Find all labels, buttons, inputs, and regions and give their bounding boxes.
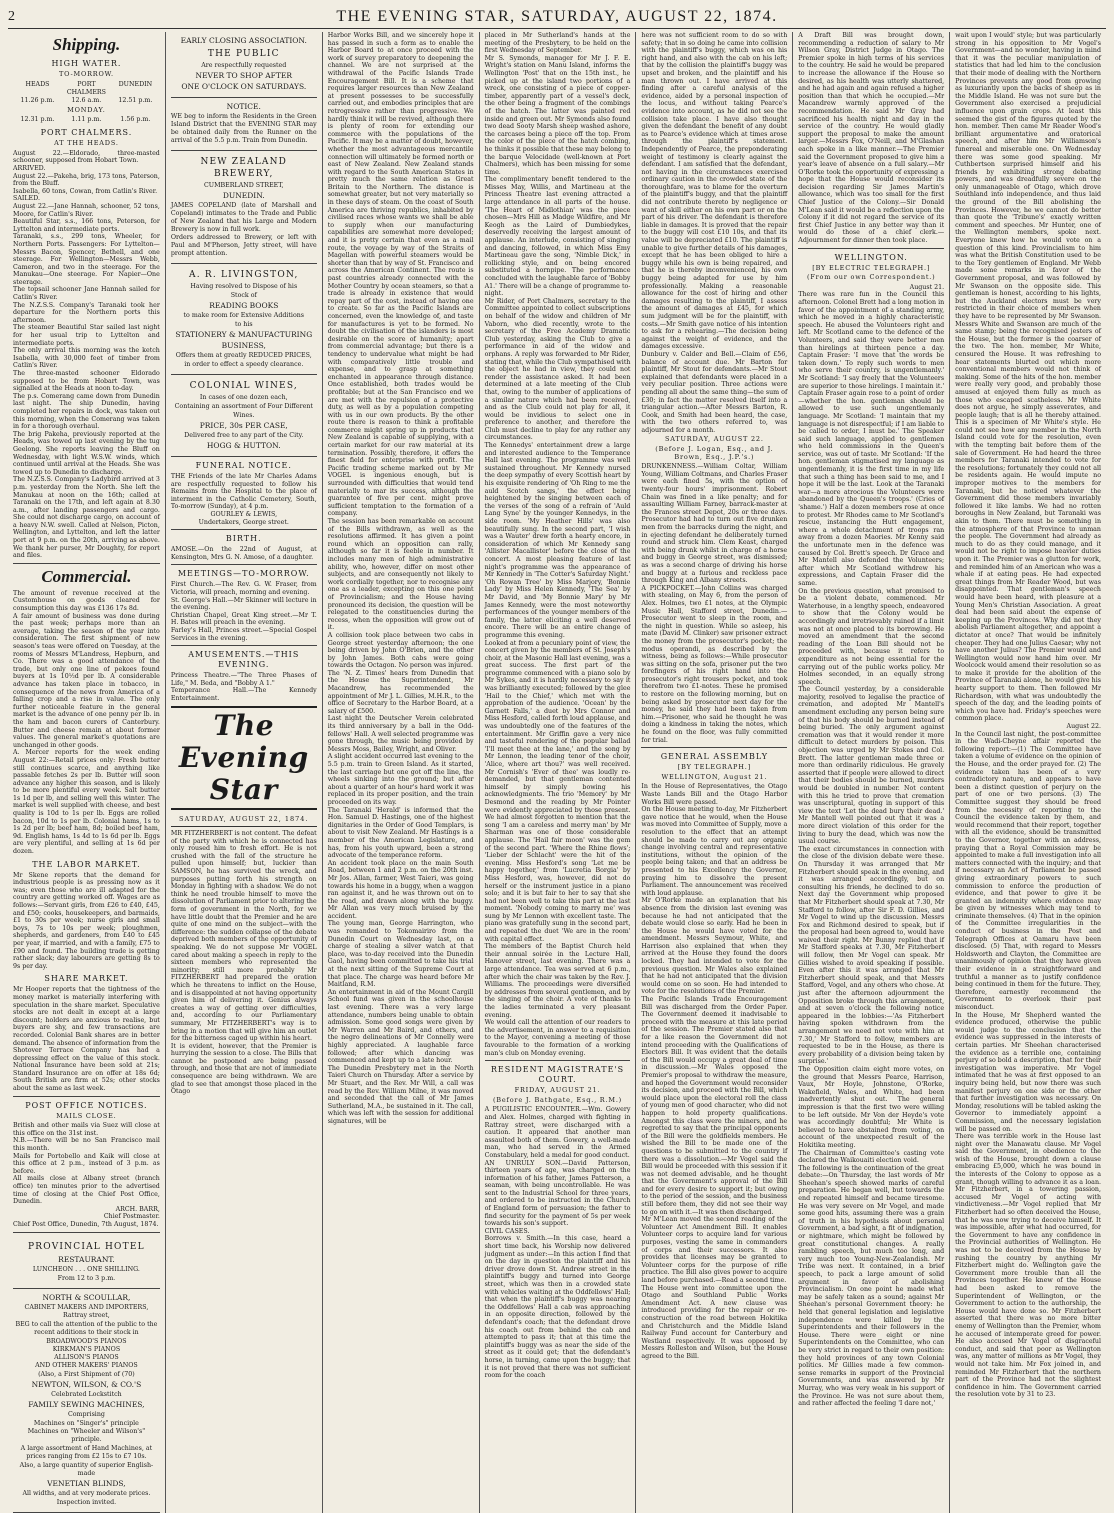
tide-col-heads: HEADS xyxy=(25,80,50,88)
funeral-heading: FUNERAL NOTICE. xyxy=(195,461,292,470)
brewery-text: JAMES COPELAND (late of Marshall and Copeland) intimates to the Trade and Public of New Zealand that his Large and Modern Brewery is now in full work. Orders addressed to Brewery, or left with Paul and M'Pherson, Jetty street, will have prompt attention. xyxy=(170,202,317,257)
labor-text: Mr Skene reports that the demand for industrious people is as pressing now as it was; even those who are ill adapted for the country are getting worked off. Wages are as follows:—Servant girls, from £26 to £40, £45, and £50; cooks, housekeepers, and barmaids, £1 to 30s per week; nurse girls and small boys, 7s to 10s per week; ploughmen, shepherds, and gardeners, from £40 to £45 per year, if married, and with a family, £75 to £90 and found. The building trade is getting rather slack; day labourers are getting 8s to 9s per day. xyxy=(13,871,160,970)
notice-heading: NOTICE. xyxy=(226,102,261,111)
early-one: ONE O'CLOCK ON SATURDAYS. xyxy=(181,82,307,91)
port-subheading: AT THE HEADS. xyxy=(54,139,119,148)
north-scoullar-ad xyxy=(13,1289,160,1513)
port-arrivals: August 22.—Eldorado, three-masted schooner, supposed from Hobart Town. ARRIVED. August 22.—Pakeha, brig, 173 tons, Paterson, from the Bluff. Isabella, 60 tons, Cowan, from Catlin's River. SAILED. August 22.—Jane Hannah, schooner, 52 tons, Moore, for Catlin's River. Beautiful Star, s.s., 166 tons, Peterson, for Lyttelton and intermediate ports. Taranaki, s.s., 299 tons, Wheeler, for Northern Ports. Passengers: For Lyttelton—Messrs Bacon, Spencer, Bethell, and one steerage. For Wellington—Messrs Webb, Cameron, and two in the steerage. For the Manukau—One steerage. For Napier—One steerage. xyxy=(13,149,160,286)
divider xyxy=(485,1060,631,1061)
column-1 xyxy=(8,32,165,1513)
nw-sub: Celebrated Lockstitch xyxy=(51,1390,122,1398)
livingston-to: to his xyxy=(234,321,253,328)
funeral-title: Undertakers, George street. xyxy=(198,518,289,526)
general-assembly-by: [BY TELEGRAPH.] xyxy=(677,763,751,772)
tide-cell: 11.26 p.m. xyxy=(20,96,55,104)
early-never: NEVER TO SHOP AFTER xyxy=(195,71,293,80)
nw-heading: NEWTON, WILSON, & CO.'S xyxy=(31,1379,142,1389)
post-office-heading: POST OFFICE NOTICES. xyxy=(25,1100,148,1110)
share-text: Mr Hooper reports that the tightness of the money market is materially interfering with speculation in the share market. Speculative stocks are not dealt in except at a large discount; holders are anxious to realise, but buyers are shy, and few transactions are recorded. Colonial Bank shares are in better demand. The absence of information from the Shotover Terrace Company has had a depressing effect on the value of this stock. National Insurance have been sold at 21s; Standard Insurance are on offer at 18s 6d; South British are firm at 52s; other stocks about the same as last week. xyxy=(13,986,160,1093)
tide-monday: MONDAY. xyxy=(67,105,106,114)
hotel-luncheon: LUNCHEON . . . ONE SHILLING. xyxy=(32,1265,140,1273)
livingston-stock: Stock of xyxy=(230,292,257,299)
column-4-text: placed in Mr Sutherland's hands at the meeting of the Presbytery, to be held on the first Wednesday of September. Mr S. Symonds, manager for Mr J. F. E. Wright's station on Manu Island, informs the Wellington 'Post' that on the 15th inst., he picked up at the island two portions of a wreck, one consisting of a piece of copper-timber, apparently part of a vessel's deck, the other being a fragment of the combings of the hatch. The latter was painted red inside and green out. Mr Symonds also found two dead Sooty Marsh sheep washed ashore, the carcases being a piece off the top. From the color of the piece of the hatch combing, he thinks it possible that these may belong to the barque Velocidade (well-known at Port Chalmers), which has been missing for some time. The complimentary benefit tendered to the Misses May, Willis, and Martineau at the Princess Theatre last evening attracted a large attendance in all parts of the house. 'The Heart of Midlothian' was the piece chosen—Mrs Hill as Madge Wildfire, and Mr Keogh as the Laird of Dumbiedykes, deservedly receiving the largest amount of applause. An interlude, consisting of singing and dancing, followed, in which Miss Emy Martineau gave the song, 'Nimble Dick,' in rollicking style, and on being encored substituted a hornpipe. The performance concluded with the laughable farce of 'Bobby A1.' There will be a change of programme to-night. Mr Rider, of Port Chalmers, secretary to the Committee appointed to collect subscriptions on behalf of the widow and children of Mr Vaborn, who died recently, wrote to the secretary of the Free Academy Dramatic Club yesterday, asking the Club to give a performance in aid of the widow and orphans. A reply was forwarded to Mr Rider, stating that, while the Club sympathised with the object he had in view, they could not render the assistance asked. It had been determined at a late meeting of the Club that, owing to the number of applications of a similar nature which had been received, and as the Club could not play for all, it would be invidious to select one in preference to another, and therefore the Club must decline to play for any rather any circumstances. The Kennedys' entertainment drew a large and interested audience to the Temperance Hall last evening. The programme was well sustained throughout. Mr Kennedy nursed the deep sympathy of every Scottish heart by his exquisite rendering of 'Oh Ring to me the auld Scotch sangs,' the effect being heightened by the singing between each of the verses of the song of a refrain of 'Auld Lang Syne' by the younger Kennedys, in the side room. 'My Heather Hills' was also beautifully sung. In the second part, 'I wish was a Wauter' drew forth a hearty encore, in consideration of which Mr Kennedy sang 'Allister Macallister' before the close of the concert. A most pleasing feature of last night's programme was the appearance of Mr Kennedy in 'The Cotter's Saturday Night.' 'Oh Rowan Tree' by Miss Marjory, 'Bonnie Lady' by Miss Helen Kennedy, 'The Sea' by Mr David, and 'My Bonnie Mary' by Mr James Kennedy, were the most noteworthy performances of the younger members of the family, the latter eliciting a well deserved encore. There will be an entire change of programme this evening. Looked at from a pecuniary point of view, the concert given by the members of St. Joseph's choir, at the Masonic Hall last evening, was a great success. The first part of the programme commenced with a piano solo by Mr Sykes, and it is hardly necessary to say it was brilliantly executed; followed by the glee 'Hail to the Chief,' which met with the approbation of the audience. 'Ocean' by the Garnett Falls,' a duet by Mrs Connor and Miss Hesford, called forth loud applause, and was undoubtedly one of the features of the entertainment. Mr Griffin gave a very nice and tasteful rendering of the popular ballad 'I'll meet thee at the lane,' and the song by Mr Lennon, the leading tenor of the choir, 'Alice, where art thou?' was well received. Mr Cornish's 'Ever of thee' was loudly re-demanded, but that gentleman contented himself by simply bowing his acknowledgments. The trio 'Memory' by Mr Desmond and the reading by Mr Pointer were evidently appreciated by those present. We had almost forgotten to mention that the song 'I am a careless and merry man' by Mr Sharman was one of those considerable applause. The 'Hail fair moon' was the gem of the second part. 'Where the Rhine flows'; 'Lieber der Schlacht' were the hit of the evening. Miss Hesford's song 'Let me be happy together,' from 'Lucretia Borgia' by Miss Hesford, was, however, did not do herself or the instrument justice in a piano solo; and it is but fair to her to say that she had not been well to take this part at the last moment. 'Nobody coming to marry me' was sung by Mr Lennon with excellent taste. The piano was gratefully sung in the second part, and repeated the duet 'We are in the room' with capital effect. The members of the Baptist Church held their annual soirée in the Lecture Hall, Hanover street, last evening. There was a large attendance. Tea was served at 6 p.m., after which the chair was taken by the Rev. J. Williams. The proceedings were diversified by addresses from several gentlemen, and by the singing of the choir. A vote of thanks to the ladies terminated a very pleasant evening. We would call the attention of our readers to the advertisement, in answer to a requisition to the Mayor, convening a meeting of those favourable to the formation of a working man's club on Monday evening. xyxy=(484,32,631,1057)
wines-heading: COLONIAL WINES, xyxy=(189,381,298,391)
nsc-piano-list: BROADWOOD'S PIANOS KIRKMAN'S PIANOS ALLISON'S PIANOS AND OTHER MAKERS' PIANOS xyxy=(35,1337,138,1369)
rm-court-heading: RESIDENT MAGISTRATE'S COURT. xyxy=(490,1065,625,1085)
shipping-heading: Shipping. xyxy=(52,35,121,54)
vb-text: All widths, and at very moderate prices. xyxy=(22,1489,151,1497)
livingston-offer: Offers them at greatly REDUCED PRICES, xyxy=(175,352,312,359)
early-public: THE PUBLIC xyxy=(207,49,280,59)
vb-foot: Inspection invited. xyxy=(56,1498,117,1506)
paper-date: SATURDAY, AUGUST 22, 1874. xyxy=(171,814,317,827)
saturday-before: (Before J. Logan, Esq., and J. Brown, Esq., J.P.'s.) xyxy=(655,445,774,461)
funeral-firm: GOURLEY & LEWIS, xyxy=(210,510,278,518)
tide-col-dunedin: DUNEDIN xyxy=(118,80,153,88)
nsc-more: (Also, a First Shipment of (70) xyxy=(38,1370,135,1378)
wellington-text: There was rare fun in the Council this afternoon. Colonel Brett had a long motion in favor of the appointment of a standing army, which he moved in a highly characteristic speech. He abused the Volunteers right and left. Mr Scotland came to the defence of the Volunteers, and said they were better men than hirelings at thirteen pence a day. Captain Fraser: 'I move that the words be taken down.' To reply such words to men who serve their country, is ungentlemanly.' Mr Scotland: 'I say freely that the Volunteers are superior to those hirelings. I maintain it.' Captain Fraser again rose to a point of order—whether the hon. gentleman should be allowed to use such ungentlemanly language. Mr Scotland: 'I maintain that my language is not disrespectful; if I am liable to be called to order, I must be.' The Speaker said such language, applied to gentlemen who held commissions in the Queen's service, was out of taste. Mr Scotland: 'If the hon. gentleman stigmatised my language as ungentlemanly, it is the first time in my life that such a thing has been said to me, and I hope it will be the last. Look at the Taranaki war—a more atrocious the Volunteers were abandoned by the Queen's troops.' (Cries of 'shame.') Half a dozen members rose at once to protest. Mr Rhodes came to Mr Scotland's rescue, instancing the Hutt engagement, where a whole detachment of troops ran away from a dozen Maories. Mr Kenny said the unfortunate men in the defence was caused by Col. Brett's speech. Dr Grace and Mr Mantell also defended the Volunteers; after which Mr Scotland withdrew his expressions, and Captain Fraser did the same. On the previous question, what promised to be a violent debate, commenced. Mr Waterhouse, in a lengthy speech, endeavored to show that the Colony would be accordingly and irretrievably ruined if a limit was not at once placed to its borrowing. He moved an amendment that the second reading of the Loan Bill should not be proceeded with, because it refers to expenditure as not being essential for the carrying out of the public works policy. Mr Holmes seconded, in an equally strong speech. The Council yesterday, by a considerable majority, resolved to legalise the practice of cremation, and adopted Mr Mantell's amendment excluding any person being sure of that his body should be burned instead of being buried. The only argument against cremation was that it would render it more difficult to detect murders by poison. This objection was urged by Mr Stokes and Col. Brett. The latter gentleman made three or more than ordinarily ridiculous. He gravely asserted that if people were allowed to direct that their bodies should be burned, murders would be doubled in number. Not content with this he tried to prove that cremation was unscriptural, quoting in support of this view the text 'Let the dead bury their dead.' Mr Mantell well pointed out that it was a more direct violation of this order for the living to bury the dead, which was now the usual course. The exact circumstances in connection with the close of the division debate were these. On Thursday it was arranged that Mr Fitzherbert should speak in the evening, and it was arranged accordingly, but on consulting his friends, he declined to do so. Next day the Government whip proposed that Mr Fitzherbert should speak at 7.30, Mr Stafford to follow, after Sir F. D. Gillies, and Mr Vogel to wind up the discussion. Messrs Fox and Richmond desired to speak, but if the proposal had been agreed to, would have waived their right. Mr Bunny replied that if Mr Stafford speaks at 7.30, Mr Fitzherbert will follow, then Mr Vogel can speak. Mr Gillies wished to avoid speaking if possible. Even after this it was arranged that Mr Fitzherbert should speak, and that Messrs Stafford, Vogel, and any others who chose. At just after the afternoon adjournment the Opposition broke through this arrangement, and at seven o'clock the following notice appeared in the lobbies:—'As Fitzherbert having spoken withdrawn from the arrangement we need not vote with him at 7.30,' Mr Stafford to follow, members are requested to be in the House, as there is every probability of a division being taken by surprise.' The Opposition claim eight more votes, on the ground that Messrs Pearce, Harrison, Vaux, Mr Hoyle, Johnstone, O'Rorke, Wakefield, Wales, and White, had been inadvertently shut out. The general impression is that the first two were willing to be left outside. Mr Von der Heyde's vote was accordingly doubtful; Mr White is believed to have abstained from voting, on account of the unexpected result of the Hokitika meeting. The Chairman of Committee's casting vote declared the Waikouaiti election void. The following is the continuation of the great debate:—On Thursday, the last words of Mr Sheehan's speech showed marks of careful preparation. He began well, but towards the end repeated himself and became tiresome. He was very severe on Mr Vogel, and made some good hits, assuming there was a grain of truth in his hypothesis about personal Government, a bad sight, a fit of indignation, or nightmare, which might be followed by great constitutional changes. A really rambling speech, but much too long, and very much too Young-New-Zealandish. Mr Tribe was next. It contained, in a brief speech, to pack a large amount of solid argument in favor of abolishing Provincialism. On one point he made what may be safely taken as a sound; against Mr Sheehan's personal Government theory: he held that general legislation and legislative independence were killed by the Superintendents and their followers in the House. There were eight or nine Superintendents on the Committee, who can be very strict in regard to their own position: they hold provinces of any town Colonial politics. Mr Gillies made a few common-sense remarks in support of the Provincial Governments, and was answered by Mr Murray, who was very weak in his support of the Province. He was not sure about them, and rather affected the feeling 'I dare not,' xyxy=(798,291,945,1408)
divider xyxy=(13,1232,160,1233)
labor-heading: THE LABOR MARKET. xyxy=(32,859,141,869)
wines-price: PRICE, 30s PER CASE, xyxy=(199,421,288,430)
hotel-ad xyxy=(13,1236,160,1289)
wellington-by: [BY ELECTRIC TELEGRAPH.] xyxy=(812,263,931,272)
port-chalmers-heading: PORT CHALMERS. xyxy=(40,128,133,138)
high-water-heading: HIGH WATER. xyxy=(51,59,122,68)
column-6-text: A Draft Bill was brought down, recommending a reduction of salary to Mr Wilson Gray, District Judge in Otago. The Premier spoke in high terms of his services to the country. He said he would be prepared to increase the allowance if the House so desired, as his health was utterly shattered, and he had again and again refused a higher position than that which he occupied.—Mr Macandrew warmly approved of the recommendation. He said Mr Gray had sacrificed his health night and day in the service of the country. He would gladly support the proposal to make the amount larger.—Messrs Fox, O'Neill, and M'Glashan each spoke in a like manner.—The Premier said the Government proposed to give him a year's leave of absence on a full salary.—Mr O'Rorke took the opportunity of expressing a hope that the House would reconsider its decision regarding Sir James Martin's allowance, which was too small for the first Chief Justice of the Colony.—Sir Donald M'Lean said it would be a reflection upon the Colony if it did not regard the service of its first Chief Justice in any better way than it would do those of a chief clerk.—Adjournment for dinner then took place. xyxy=(798,32,945,245)
notice-text: WE beg to inform the Residents in the Green Island District that the EVENING STAR may be obtained daily from the Runner on the arrival of the 5.5 p.m. Train from Dunedin. xyxy=(170,113,317,144)
newspaper-title: THE EVENING STAR, SATURDAY, AUGUST 22, 1874. xyxy=(336,8,778,25)
wines-word: Wines. xyxy=(233,412,255,419)
tide-table xyxy=(13,81,160,105)
general-assembly-date: WELLINGTON, August 21. xyxy=(661,772,768,781)
post-signature: ARCH. BARR, xyxy=(115,1205,160,1213)
funeral-text: THE Friends of the late Mr Charles Adams are respectfully requested to follow his Remains from the Hospital to the place of interment in the Catholic Cemetery, South, To-morrow (Sunday), at 4 p.m. xyxy=(170,473,317,511)
wellington-from: (From our own Correspondent.) xyxy=(806,273,936,282)
column-7-text: wait upon I would' style; but was particularly strong in his opposition to Mr Vogel's Government—and no wonder, having in mind that it was the peculiar manipulation of statistics that had led him to the conclusion that their mode of dealing with the Northern Provinces prevents any good from growing as luxuriantly upon the backs of sheep as in the Middle Island. He was not sure but the Government also exercised a prejudicial influence upon grain crops. At least this seemed the gist of the figures quoted by the hon. member. Then came Mr Reader Wood's brilliant argumentative and oratorical speech, and after him Mr Williamson's funereal and miserable one. On Wednesday there was some good speaking. Mr Cuthbertson surprised himself and his friends by exhibiting strong debating powers, and was dreadfully severe on the only unmanageable of Otago, which drove Southland into independence, and thus laid the ground of the Bill abolishing the Provinces. However, he we cannot do better than quote the 'Tribune's' exactly written comment and speeches. Mr Hunter, one of the Wellington members, spoke next. Everyone knew how he would vote on a question of this kind. Provincialism to him was what the British Constitution used to be to the Tory gentlemen of England. Mr Webb made some remarks in favor of the Government proposal, and was followed by Mr Swanson on the opposite side. This gentleman is honest, according to his lights, but the Auckland electors must be very restricted in their choice of members when they have to be represented by Mr Swanson. Messrs White and Swanson are much of the same stamp; being the recognised jesters of the House, but the former is the coarser of the two. The hon. member, Mr White, censured the House. It was refreshing to hear statements blurted out which more conventional members would not think of making. Some of the hits of the hon. member were really very good, and probably those amused at enjoyed them fully as much as those who escaped scatheless. Mr White does not argue, he simply asseverates, and people laugh; that is all he thereby attained. This is a specimen of Mr White's style. He could not see how any member in the North Island could vote for the resolution, even with the tempting bait before them of the sale of Government. He had heard the three members for Taranaki intended to vote for the resolutions; fortunately they could not all be residents again. He would impute no improper motives to the members for Taranaki, but he noticed whatever the Government did those members invariably followed it like lambs. We had no rotten boroughs in New Zealand, but Taranaki was akin to them. There must be something in the atmosphere of that Province to unman the people. The Government had already as much to do as they could manage, and it would not be right to impose heavier duties upon it. The Premier was a glutton for work, and reminded him of an American who was a whale if at eating peas. He had expected great things from Mr Reader Wood, but was disappointed. That gentleman's speech would have been heard, with pleasure at a Young Men's Christian Association. A great deal had been said about the expense of keeping up the Provinces. Why did not they abolish Parliament altogether, and appoint a dictator at once? That would be infinitely cheaper. They had one Julius Caesar; why not have another Julius? The Premier would and Wellington would now hand him over. Mr Woolcock would amend their resolution so as to make it provide for the abolition of the Province of Taranaki alone, he would give his hearty support to them. Then followed Mr Richardson, with what was undoubtedly the speech of the day, and the leading points of which you have had. Friday's speeches were common place. xyxy=(955,32,1101,723)
brewery-ad xyxy=(171,151,317,264)
livingston-clear: in order to effect a speedy clearance. xyxy=(184,361,304,368)
column-7 xyxy=(949,32,1106,1513)
livingston-ad xyxy=(171,264,317,375)
masthead xyxy=(8,6,1106,29)
post-text: British and other mails via Suez will close at this office on the 31st inst. N.B.—There will be no San Francisco mail this month. Mails for Portobello and Kaik will close at this office at 2 p.m., instead of 3 p.m. as before. All mails close at Albany street (branch office) ten minutes prior to the advertised time of closing at the Chief Post Office, Dunedin. xyxy=(13,1122,160,1206)
page-number: 2 xyxy=(8,9,15,24)
tide-cell: 12.6 a.m. xyxy=(71,96,102,104)
nsc-heading: NORTH & SCOULLAR, xyxy=(42,1292,131,1302)
wines-firm: HOGG & HUTTON. xyxy=(206,441,281,450)
divider xyxy=(13,1096,160,1097)
divider xyxy=(171,645,317,646)
post-signature-title: Chief Postmaster. xyxy=(103,1213,160,1221)
hotel-heading: PROVINCIAL HOTEL xyxy=(28,1241,145,1252)
share-heading: SHARE MARKET. xyxy=(44,974,129,984)
brewery-heading: NEW ZEALAND BREWERY, xyxy=(200,157,288,179)
notice-ad xyxy=(171,98,317,151)
rm-court-date: FRIDAY, AUGUST 21. xyxy=(514,1086,601,1095)
divider xyxy=(798,248,944,249)
column-2 xyxy=(165,32,322,1513)
post-signature-date: Chief Post Office, Dunedin, 7th August, 1874. xyxy=(13,1220,159,1228)
livingston-heading: A. R. LIVINGSTON, xyxy=(189,270,299,280)
paper-title: The Evening Star xyxy=(178,709,309,807)
wellington-heading: WELLINGTON. xyxy=(834,252,908,262)
august-22-dateline: August 22. xyxy=(1066,723,1101,731)
tide-table-monday xyxy=(13,116,160,124)
tide-cell: 12.31 p.m. xyxy=(20,116,55,124)
tide-cell: 1.11 p.m. xyxy=(71,116,102,124)
meetings-text: First Church.—The Rev. G. W. Fraser, from Victoria, will preach, morning and evening. St. George's Hall.—Mr Skinner will lecture in the evening. Christian Chapel, Great King street.—Mr T. H. Bates will preach in the evening. Farley's Hall, Princes street.—Special Gospel Services in the evening. xyxy=(170,581,317,642)
meetings-heading: MEETINGS—TO-MORROW. xyxy=(177,569,310,579)
birth-heading: BIRTH. xyxy=(225,534,262,544)
column-6 xyxy=(792,32,949,1513)
wines-contents: Containing an assortment of Four Different xyxy=(174,403,313,410)
column-5 xyxy=(635,32,792,1513)
wines-ad xyxy=(171,375,317,457)
post-subheading: MAILS CLOSE. xyxy=(56,1111,117,1120)
column-4 xyxy=(479,32,636,1513)
divider xyxy=(641,747,787,748)
leading-article: MR FITZHERBERT is not content. The defeat of the party with which he is connected has only roused him to fresh effort. He is not crushed with the fall of the structure he pulled upon himself; but, luckier than SAMSON, he has survived the wreck, and purposes putting forth his strength on Monday in fighting with a shadow. We do not think he need trouble himself to move the dissolution of Parliament prior to altering the form of government in the North, for we have little doubt that the Premier and he are quite of one mind on the subject—with the difference: the sudden collapse of the debate deprived both members of the opportunity of speaking. We do not suppose Mr VOGEL cared about making a speech in reply to the sixteen members who represented the minority; still more probably Mr FITZHERBERT had prepared the oration which he threatens to inflict on the House, and is disappointed at not having opportunity given him of delivering it. Genius always creates a way of getting over difficulties, and, according to our Parliamentary summary, Mr FITZHERBERT's way is to bring in a motion that will give him an outlet for the bitterness caged up within his heart. It is evident, however, that the Premier is hurrying the session to a close. The Bills that cannot be postponed are being passed through, and those that are not of immediate consequence are being withdrawn. We are glad to see that amongst those placed in the Otago xyxy=(170,830,317,1096)
nw-detail: Machines on "Singer's" principle Machines on "Wheeler and Wilson's" principle. xyxy=(27,1419,146,1443)
amusements-text: Princess Theatre.—"The Three Phases of Life," M. Beda, and "Bobby A 1." Temperance Hall.—The Kennedy Entertainment. xyxy=(170,672,317,702)
tide-col-port: PORT CHALMERS xyxy=(66,80,106,96)
livingston-stationery: STATIONERY & MANUFACTURING xyxy=(175,330,313,339)
brewery-city: DUNEDIN. xyxy=(222,191,265,200)
nw-also: Also, a large quantity of superior English-made xyxy=(19,1461,154,1477)
general-assembly-text: In the House of Representatives, the Otago Waste Lands Bill and the Otago Harbor Works Bill were passed. On the House meeting to-day, Mr Fitzherbert gave notice that he would, when the House was moved into Committee of Supply, move a resolution to the effect that an attempt should be made to carry out any organic change involving central and representative institutions, without the opinion of the people being taken; and that an address be presented to his Excellency the Governor, praying him to dissolve the present Parliament. The announcement was received with loud applause. Mr O'Rorke made an explanation that his absence from the division last evening was because he had not anticipated that the debate would close so early. Had he been in the House he would have voted for the amendment. Messrs Seymour, White, and Harrison also explained that when they arrived at the House they found the doors locked. They had intended to vote for the previous question. Mr Wales also explained that he had not anticipated that the division would come on so soon. He had intended to vote for the resolutions of the Premier. The Pacific Islands Trade Encouragement Bill was discharged from the Order Paper. The Government deemed it inadvisable to proceed with the measure at this late period of the session. The Premier stated also that for a like reason the Government did not intend proceeding with the Qualifications of Electors Bill. It was evident that the details of the Bill would occupy a great deal of time in discussion.—Mr Wales opposed the Premier's proposal to withdraw the measure, and hoped the Government would reconsider its decision, and proceed with the Bill, which would place upon the electoral roll the class of young men of good character, who did not happen to hold property qualifications. Amongst this class were the miners, and he regretted to say that the principal opponents of the Bill were the goldfields members. He wished the Bill to be made one of the questions to be submitted to the country if there was a dissolution.—Mr Vogel said the Bill would be proceeded with this session if it was not deemed advisable, and he thought that the Government's approval of the Bill and for every desire to support it; but owing to the period of the session, and the business still before them, they did not see their way to go on with it.—It was then discharged. Mr M'Lean moved the second reading of the Volunteer Act Amendment Bill. It enables Volunteer corps to acquire land for various purposes, vesting the same in commanders of corps and their successors. It also provides that licenses may be granted to Volunteer corps for the purpose of rifle practice. The Bill also gives power to acquire land before purchased.—Read a second time. The House went into committee upon the Otago and Southland Public Works Amendment Act. A new clause was introduced providing for the repair or re-construction of the road between Hokitika and Christchurch and the Middle Island Railway Fund account for Canterbury and Westland respectively. It was opposed by Messrs Rolleston and Wilson, but the House agreed to the Bill. xyxy=(641,783,788,1360)
brewery-street: CUMBERLAND STREET, xyxy=(203,182,284,189)
divider xyxy=(171,529,317,530)
nsc-sub: CABINET MAKERS AND IMPORTERS, Rattray street, xyxy=(24,1303,149,1319)
column-3 xyxy=(322,32,479,1513)
commercial-heading: Commercial. xyxy=(41,566,132,586)
early-resp: Are respectfully requested xyxy=(201,62,287,69)
livingston-business: BUSINESS, xyxy=(221,341,266,350)
amusements-heading: AMUSEMENTS.—THIS EVENING. xyxy=(188,650,300,670)
shipping-news: The topsail schooner Jane Hannah sailed for Catlin's River. The N.Z.S.S. Company's Taranaki took her departure for the Northern ports this afternoon. The steamer Beautiful Star sailed last night for her usual trip to Lyttelton and intermediate ports. The only arrival this morning was the ketch Isabella, with 30,000 feet of timber from Catlin's River. The three-masted schooner Eldorado supposed to be from Hobart Town, was signalled at the Heads at noon to-day. The p.s. Comerang came down from Dunedin last night. The ship Dunedin, having completed her repairs in dock, was taken out this morning, when the Comerang was taken in for a thorough overhaul. The brig Pakeha, previously reported at the Heads, was towed up last evening by the tug Geelong. She reports leaving the Bluff on Wednesday, with light W.S.W. winds, which continued until arrival at the Heads. She was towed up to Dunedin to discharge. The N.Z.S.S. Company's Ladybird arrived at 3 p.m. yesterday from the North. She left the Manukau at noon on the 16th; called at Taranaki on the 17th, and left again at 8.30 a.m., after landing passengers and cargo. She could not discharge cargo, on account of a heavy N.W. swell. Called at Nelson, Picton, Wellington, and Lyttelton, and left the latter port at 9 p.m. on the 20th, arriving as above. We thank her purser, Mr Doughty, for report and files. xyxy=(13,286,160,560)
column-5-text: here was not sufficient room to do so with safety; that in so doing he came into collision with the plaintiff's buggy, which was on his right hand, and also with the cab on his left; that by the collision the plaintiff's buggy was upset and broken, and the plaintiff and his man thrown out. I have arrived at this finding after a careful analysis of the evidence, aided by a personal inspection of the locus, and without taking Pearce's evidence into account, as he did not see the collision take place. I have also thought given the defendant the benefit of any doubt as to Pearce's evidence which at times arose through the plaintiff's statement. Independently of Pearce, the preponderating weight of testimony is clearly against the defendant. I am satisfied that the defendant, not having in the circumstances exercised ordinary caution in the crowded state of the thoroughfare, was to blame for the overturn of the plaintiff's buggy, and that the plaintiff did not contribute thereto by negligence or want of skill either on his own part or on the part of his driver. The defendant is therefore liable in damages. It is proved that the repair to the buggy will cost £10 10s, and that its value will be depreciated £10. The plaintiff is unable to give further details of his damages, except that he has been obliged to hire a buggy while his own is being repaired, and that he is thereby inconvenienced, his own buggy being adapted for use by him professionally. Making a reasonable allowance for the cost of hiring and other damages resulting to the plaintiff, I assess the amount of damages at £45, for which sum judgment will be for the plaintiff, with costs.—Mr Smith gave notice of his intention to ask for a rehearing.—The decision being against the weight of evidence, and the damages excessive. Dunbury v. Calder and Bell.—Claim of £56, balance of account due. Mr Barton for plaintiff, Mr Stout for defendants.—Mr Stout explained that defendants were placed in a very peculiar position. Three actions were pending all about the same thing—the sum of £30; in fact the matter resolved itself into a triangular action.—After Messrs Barton, R. Cook, and Smith had been heard, the case, with the two others referred to, was adjourned for a month. xyxy=(641,32,788,434)
wines-cases: In cases of one dozen each, xyxy=(199,394,288,401)
nsc-text: BEG to call the attention of the public to the recent additions to their stock in xyxy=(15,1320,158,1336)
general-assembly-heading: GENERAL ASSEMBLY xyxy=(660,752,769,762)
early-closing-ad xyxy=(171,32,317,98)
columns xyxy=(8,32,1106,1506)
rm-court-text: A PUGILISTIC ENCOUNTER.—Wm. Gowery and Alex. Holmes, charged with fighting in Rattray street, were discharged with a caution. It appeared that another man assaulted both of them. Gowery, a well-made man, who had served in the Armed Constabulary, held a medal for good conduct. AN UNRULY SON.—David Patterson, thirteen years of age, was charged on the information of his father, James Patterson, a seaman, with being uncontrollable. He was sent to the Industrial School for three years, and ordered to be instructed in the Church of England form of persuasion; the father to find security for the payment of 5s per week towards his son's support. CIVIL CASES. Borrows v. Smith.—In this case, heard a short time back, his Worship now delivered judgment as under:—In this action I find that on the day in question the plaintiff and his driver drove down St. Andrew street in the plaintiff's buggy and turned into George street, which was then in a crowded state with vehicles waiting at the Oddfellows' Hall; that when the plaintiff's buggy was nearing the Oddfellows' Hall a cab was approaching in an opposite direction, followed by the defendant's coach; that the defendant drove his coach out from behind the cab and attempted to pass it; that at this time the plaintiff's buggy was as near the side of the street as it could get; that the defendant's horse, in turning, came upon the buggy; that it is not proved that there was not sufficient room for the coach xyxy=(484,1106,631,1380)
nw-text: FAMILY SEWING MACHINES, xyxy=(28,1399,145,1409)
nw-more: A large assortment of Hand Machines, at prices ranging from £2 15s to £7 10s. xyxy=(20,1444,153,1460)
column-7-text-2: In the Council last night, the post-committee in the Wadi-Cheyne affair reported the following report:—(1) The Committee have taken a volume of evidence on the opinion of the House, and the order prayed for. (2) The evidence taken has been of a very contradictory nature, and appears to have been a distinct question of perjury on the part of one or two persons. (3) The Committee suggest they should be freed from the necessity of reporting to the Council the evidence taken by them, and would recommend that their report, together with all the evidence, should be transmitted to the Governor, together with an address, praying that a Royal Commission may be appointed to make a full investigation into all matters connected with the inquiry; and that if necessary an Act of Parliament be passed giving extraordinary powers to such commission to enforce the production of evidence, and that power to give it be granted an indemnity where evidence may be given by witnesses which may tend to criminate themselves. (4) That in the opinion of the Committee irregularities in the conduct of business in the Post and Telegraph Offices at Oamaru have been disclosed. (5) That, with regard to Messrs Holdsworth and Clayton, the Committee are unanimously of opinion that they have given their evidence in a straightforward and truthful a manner as to justify confidence being continued in them for the future. They, therefore, earnestly recommend the Government to overlook their past misconduct. In the House, Mr Shepherd wanted the evidence produced, otherwise the public would judge to the conclusion that the evidence was suppressed in the interests of certain parties. Mr Sheehan characterised the evidence as a terrible one, containing perjury of so bold a description, that for their investigation was imperative. Mr Vogel intimated that he was at first opposed to an inquiry being held, but now there was such manifest perjury on one side or the other that further investigation was necessary. On Monday, resolutions will be tabled asking the Governor to immediately appoint a Commission, and the necessary legislation will be passed on. There was terrible work in the House last night over the Manawatu clause. Mr Vogel said the Government, in obedience to the wish of the House, brought down a clause embracing £5,000, which he was bound in the interests of the Colony to oppose as a grant, though willing to advance it as a loan. Mr Fitzherbert, in a towering passion, accused Mr Vogel of acting with vindictiveness.—Mr Vogel replied that Mr Fitzherbert had so often deceived the House, that he was now trying to deceive himself. It was impossible, after what had occurred, for the Government to have any confidence in the Provincial authorities of Wellington. He was not to be deceived from the House by rushing the country by anything Mr Fitzherbert might do. Wellington gave the Government more trouble than all the Provinces together. He knew of the House had been asked to remove the Superintendent of Wellington, or the Government to action to the authorship, the House would have done so. Mr Fitzherbert asserted that there was no more bitter enemy of Wellington than the Premier, whom he accused of intemperate greed for power. He also accused Mr Vogel of disgraceful conduct, and said that poor as Wellington was, any matter of millions as Mr Vogel, they would not take him. Mr Fox joined in, and reminded Mr Fitzherbert that the northern part of the Province had not the slightest confidence in him. The Government carried the resolution vote by 31 to 23. xyxy=(955,730,1101,1399)
livingston-books: READING BOOKS xyxy=(209,301,279,310)
wines-delivery: Delivered free to any part of the City. xyxy=(184,432,304,439)
divider xyxy=(171,564,317,565)
early-heading: EARLY CLOSING ASSOCIATION. xyxy=(180,36,307,45)
wellington-date: August 21. xyxy=(909,283,945,291)
rm-court-before: (Before J. Bathgate, Esq., R.M.) xyxy=(492,1095,623,1104)
hotel-time: From 12 to 3 p.m. xyxy=(57,1274,116,1282)
birth-text: AMOSE.—On the 22nd of August, at Kensington, Mrs G. N. Amose, of a daughter. xyxy=(170,546,317,561)
tide-cell: 12.51 p.m. xyxy=(118,96,153,104)
nw-comp: Comprising xyxy=(67,1410,105,1418)
tide-tomorrow: TO-MORROW. xyxy=(59,70,114,78)
tide-cell: 1.56 p.m. xyxy=(120,116,151,124)
commercial-text: The amount of revenue received at the Customhouse on goods cleared for consumption this day was £136 17s 8d. A fair amount of business was done during the past week; perhaps more than an average, taking the season of the year into consideration. The first shipment of new season's teas were offered on Tuesday, at the rooms of Messrs M'Landress, Hepburn, and Co. There was a good attendance of the trade, but only one line of pekoes found buyers at 1s 10½d per lb. A considerable advance has taken place in tobacco, in consequence of the news from America of a falling crop and a rise in value. The only further noticeable feature in the general market is the advance of one penny per lb. in the ham and bacon curers of Canterbury. Butter and cheese remain at about former values. The general market's quotations are unchanged in other goods. A. Mercer reports for the week ending August 22:—Retail prices only: Fresh butter still continues scarce, and anything like passable fetches 2s per lb. Butter will soon advance any higher this season, and is likely to be more plentiful every week. Salt butter 1s 1d per lb, and selling well this winter. The market is well supplied with cheese, and best quality is 10d to 1s per lb. Eggs are rolled bacon, 10d to 1s per lb. Colonial hams, 1s to 1s 2d per lb; beef ham, 8d; boiled beef ham, 9d. English hams, 1s 4d to 1s 6d per lb. Eggs are very plentiful, and selling at 1s 6d per dozen. xyxy=(13,589,160,856)
paper-masthead xyxy=(171,706,317,810)
divider xyxy=(13,563,160,564)
vb-heading: VENETIAN BLINDS, xyxy=(47,1478,126,1488)
hotel-sub: RESTAURANT. xyxy=(58,1254,115,1264)
livingston-sub: Having resolved to Dispose of his xyxy=(190,283,298,290)
column-3-text: Harbor Works Bill, and we sincerely hope it has passed in such a form as to enable the Harbor Board to at once proceed with the work of survey preparatory to deepening the channel. We are not surprised at the withdrawal of the Pacific Islands Trade Encouragement Bill. It is a scheme that requires larger resources than New Zealand at present possesses to be successfully carried out, and embodies principles that are retrogressive rather than progressive. We hardly think it will be revived, although there is plenty of room for extending our commerce with the populations of the Pacific. It may be a matter of doubt, however, whether the most advantageous mercantile connection will ultimately be formed north or east of New Zealand. New Zealand stands with regard to the South American States in pretty much the same relation as Great Britain to the Northern. The distance is somewhat greater, but not very materially so in these days of steam. On the coast of South America are thriving republics, inhabited by civilised races whose wants we shall be able to supply when our manufacturing capabilities are somewhat more developed; and it is pretty certain that even as a mail route, the voyage by way of the Straits of Magellan with powerful steamers would be shorter than that by way of St. Francisco and across the American Continent. The route is past countries already connected with the Mother Country by ocean steamers, so that a trade is already in existence that would repay part of the cost, instead of having one to create. So far as the Pacific Islands are concerned, even the knowledge of, and taste for manufactures is yet to be formed. No doubt the civilisation of the islanders is most desirable on the score of humanity; apart from commercial advantage; but there is a tendency to undervalue what might be had with comparatively little trouble and expense, and to grasp at something enchanted in appearance through distance. Once established, both trades would be profitable; but at the San Francisco end we are met with the repulsion of a protective duty, as well as by a population competing with us in our own products. By the other route there is reason to think a profitable commerce might spring up in products that New Zealand is capable of supplying, with a certain market for our raw material at its termination. Possibly, therefore, it offers the finest field for enterprise with profit. The Pacific trading scheme marked out by Mr VOGEL is ingenious enough, but is surrounded with difficulties that would tend materially to mar its success, although the guarantee of five per cent. might prove sufficient temptation to the formation of a company. The session has been remarkable on account of the Bills withdrawn, as well as the resolutions affirmed. It has given a point round which an opposition can rally, although so far it is feeble in number. It includes many men of high administrative ability, who, however, differ on most other subjects, and are consequently not likely to work cordially together, nor to recognise any one as a leader, excepting on this one point of Provincialism; and the House having pronounced its decision, the question will be relegated to the constituencies during the recess, when the opposition will grow out of it. A collision took place between two cabs in George street yesterday afternoon; the one being driven by John O'Brien, and the other by John James. Both cabs were going towards the Octagon. No person was injured. The 'N. Z. Times' hears from Dunedin that the House the Superintendent, Mr Macandrew, has recommended the appointment of Mr J. L. Gillies, M.H.R., to the office of Secretary to the Harbor Board, at a salary of £500. Last night the Deutscher Verein celebrated its third anniversary by a ball in the Odd-fellows' Hall. A well selected programme was gone through, the music being provided by Messrs Moss, Bailey, Wright, and Oliver. A slight accident occurred last evening to the 5.5 p.m. train to Green Island. As it started, the last carriage but one got off the line, the wheels sinking into the ground; but after about a quarter of an hour's hard work it was replaced in its proper position, and the train proceeded on its way. The Taranaki 'Herald' is informed that the Hon. Samuel D. Hastings, one of the highest dignitaries in the Order of Good Templars, is about to visit New Zealand. Mr Hastings is a member of the American Legislature, and has, from his youth upward, been a strong advocate of the temperance reform. An accident took place on the main South Road, between 1 and 2 p.m. on the 20th inst. Mr Jos. Allan, farmer, West Taieri, was going towards his home in a buggy, when a waggon ran against it, and he was thrown out on to the road, and drawn along with the buggy. Mr Allan was very much bruised by the accident. The young man, George Harrington, who was remanded to Tokomairiro from the Dunedin Court on Wednesday last, on a charge of stealing a silver watch at that place, was to-day received into the Dunedin Gaol, having been committed to take his trial at the next sitting of the Supreme Court at that place. The charge was heard before Mr Maitland, R.M. An entertainment in aid of the Mount Cargill School fund was given in the schoolhouse last evening. There was a very large attendance, numbers being unable to obtain admission. Some good songs were given by Mr Warren and Mr Baird, and others, and the negro delineations of Mr Connelly were highly appreciated. A laughable farce followed; after which dancing was commenced and kept up to a late hour. The Dunedin Presbytery met in the North Taieri Church on Thursday. After a service by Mr Stuart, and the Rev. Mr Will, a call was read by the Rev. William Milne, it was moved and seconded that the call of Mr James Sutherland, M.A., be sustained in it. The call, which was left with the session for additional signatures, will be xyxy=(327,32,474,1125)
saturday-heading: SATURDAY, AUGUST 22. xyxy=(664,435,764,444)
saturday-text: DRUNKENNESS.—William Coltar, William Young, William Coltmans, and Charles Fraser were each fined 5s, with the option of twenty-four hours' imprisonment. Robert Chain was fined in a like penalty; and for assaulting William Farney, barrack-master at the Frances street Depot, 20s or three days. Prosecutor had had to turn out five drunken men from the barracks during the night, and in ejecting defendant he deliberately turned round and struck him. Clem Keast, charged with being drunk whilst in charge of a horse and buggy in George street, was dismissed; as was a second charge of driving his horse and buggy at a furious and reckless pace through King and Albany streets. A PICKPOCKET.—John Collins was charged with stealing, on May 6, from the person of Alex. Holmes, two £1 notes, at the Olympic Music Hall, Stafford street, Dunedin.—Prosecutor went to sleep in the room, and the night in question. While so asleep, his mate (David M. Clinker) saw prisoner extract the money from the prosecutor's pocket; the modus operandi, as described by the witness, being as follows:—While prosecutor was sitting on the sofa, prisoner put the two forefingers of his right hand into the prosecutor's right trousers pocket, and took therefrom two £1-notes. These he promised to restore on the following morning, but on being asked by prosecutor next day for the money, he said they had been taken from him.—Prisoner, who said he thought he was doing a kindness in taking the notes, which he found on the floor, was fully committed for trial. xyxy=(641,463,788,744)
livingston-room: to make room for Extensive Additions xyxy=(183,312,305,319)
